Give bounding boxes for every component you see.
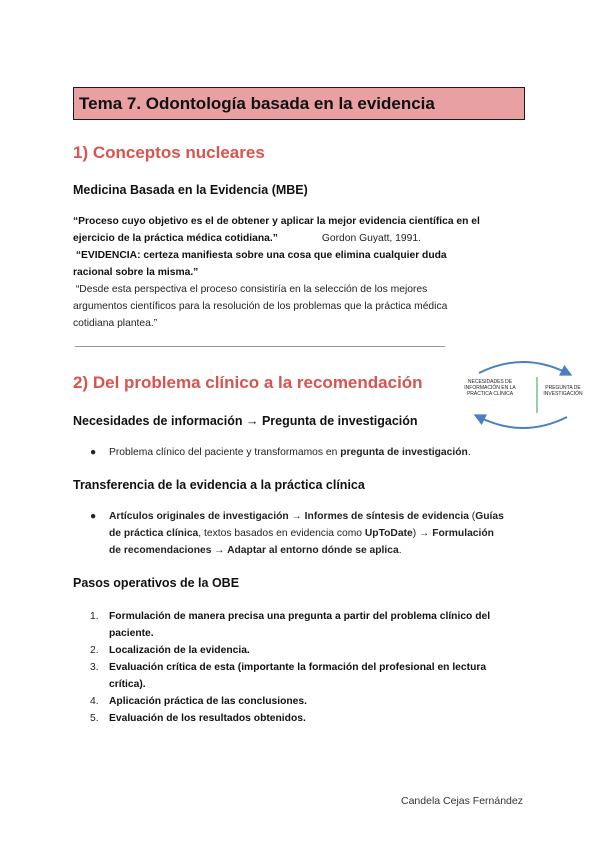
diagram-left-text: NECESIDADES DE INFORMACIÓN EN LA PRÁCTICA CLÍNICA bbox=[464, 379, 516, 397]
bullet-text: Problema clínico del paciente y transformamos en bbox=[109, 447, 341, 458]
step-line1: Aplicación práctica de las conclusiones. bbox=[109, 696, 307, 707]
transfer-l2c: UpToDate bbox=[364, 528, 413, 539]
mbe-definition bbox=[73, 213, 513, 332]
transfer-l1a: Artículos originales de investigación → Informes de síntesis de evidencia bbox=[109, 511, 469, 522]
step-line1: Formulación de manera precisa una pregunta a partir del problema clínico del bbox=[109, 611, 491, 622]
transfer-l2e: → Formulación bbox=[419, 528, 494, 539]
step-line1: Evaluación crítica de esta (importante la formación del profesional en lectura bbox=[109, 662, 487, 673]
transfer-l2a: de práctica clínica bbox=[109, 528, 199, 539]
bullet-bold: pregunta de investigación bbox=[340, 447, 468, 458]
evidence-line1: “EVIDENCIA: certeza manifiesta sobre una cosa que elimina cualquier duda bbox=[73, 250, 447, 261]
diagram-right-text: PREGUNTA DE INVESTIGACIÓN bbox=[543, 385, 583, 397]
perspective-line1: “Desde esta perspectiva el proceso consistiría en la selección de los mejores bbox=[73, 284, 428, 295]
step-number: 1. bbox=[90, 611, 99, 622]
step-number: 5. bbox=[90, 713, 99, 724]
cycle-diagram bbox=[457, 357, 589, 432]
quote-line2: ejercicio de la práctica médica cotidiana.” bbox=[73, 233, 278, 244]
step-line1: Evaluación de los resultados obtenidos. bbox=[109, 713, 306, 724]
transfer-l2b: , textos basados en evidencia como bbox=[198, 528, 365, 539]
sub2-heading: Transferencia de la evidencia a la práctica clínica bbox=[73, 478, 365, 492]
bullet-icon: ● bbox=[90, 511, 97, 522]
step-number: 3. bbox=[90, 662, 99, 673]
step-number: 2. bbox=[90, 645, 99, 656]
step-line2: paciente. bbox=[109, 628, 154, 639]
section1-heading: 1) Conceptos nucleares bbox=[73, 143, 265, 162]
section-divider bbox=[75, 346, 445, 347]
footer-author: Candela Cejas Fernández bbox=[401, 795, 523, 807]
bullet-icon: ● bbox=[90, 447, 97, 458]
perspective-line3: cotidiana plantea.” bbox=[73, 318, 158, 329]
evidence-line2: racional sobre la misma.” bbox=[73, 267, 199, 278]
transfer-l3b: . bbox=[398, 545, 402, 556]
sub3-heading: Pasos operativos de la OBE bbox=[73, 576, 240, 590]
quote-author: Gordon Guyatt, 1991. bbox=[321, 233, 421, 244]
transfer-l3a: de recomendaciones → Adaptar al entorno dónde se aplica bbox=[109, 545, 399, 556]
page-title: Tema 7. Odontología basada en la evidencia bbox=[79, 94, 435, 113]
step-line1: Localización de la evidencia. bbox=[109, 645, 250, 656]
title-box bbox=[73, 87, 525, 120]
step-number: 4. bbox=[90, 696, 99, 707]
section1-subheading: Medicina Basada en la Evidencia (MBE) bbox=[73, 183, 308, 197]
transfer-l2d: ) bbox=[412, 528, 420, 539]
bullet-end: . bbox=[467, 447, 471, 458]
transfer-l1c: Guías bbox=[475, 511, 504, 522]
transfer-l1b: ( bbox=[468, 511, 476, 522]
sub1-heading: Necesidades de información → Pregunta de investigación bbox=[73, 414, 418, 428]
section2-heading: 2) Del problema clínico a la recomendación bbox=[73, 373, 423, 392]
step-line2: crítica). bbox=[109, 679, 146, 690]
quote-line1: “Proceso cuyo objetivo es el de obtener y aplicar la mejor evidencia científica en el bbox=[73, 216, 480, 227]
perspective-line2: argumentos científicos para la resolución de los problemas que la práctica médica bbox=[73, 301, 448, 312]
